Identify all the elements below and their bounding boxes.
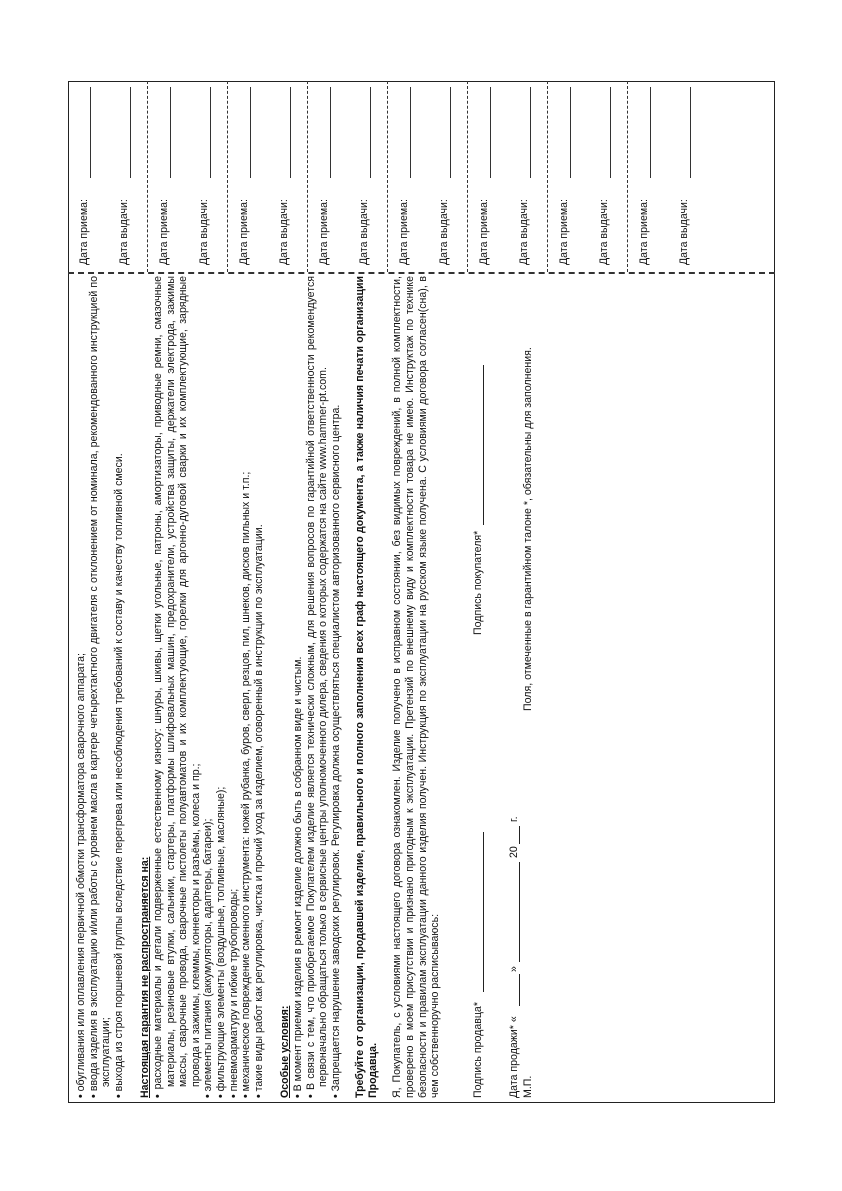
special-item: • Запрещается нарушение заводских регулировок. Регулировка должна осуществляться специалистом авторизованного сервисного центра.: [330, 276, 343, 1098]
sale-day-field[interactable]: [519, 974, 520, 1006]
seller-signature-line[interactable]: [483, 832, 484, 992]
buyer-agreement: Я, Покупатель, с условиями настоящего договора ознакомлен. Изделие получено в исправном состоянии, без видимых повреждений, в полной комплектности, проверено в моем присутствии и признано пригодным к эксплуатации. Претензий по внешнему виду и комплектности товара не имею. Инструктаж по технике безопасности и правилам эксплуатации данного изделия получен. Инструкция по эксплуатации на русском языке получена. С условиями договора согласен(сна), в чем собственноручно расписываюсь:: [391, 276, 442, 1098]
stamp-label: М.П.: [521, 1075, 534, 1098]
receive-date-label: Дата приема:: [638, 199, 650, 265]
sale-date-label: Дата продажи* «: [507, 1016, 520, 1098]
issue-date-field[interactable]: [130, 87, 131, 178]
exclusion-item: • пневмоарматуру и гибкие трубопроводы;: [228, 276, 241, 1098]
issue-date-label: Дата выдачи:: [358, 199, 370, 265]
issue-date-label: Дата выдачи:: [518, 199, 530, 265]
issue-date-label: Дата выдачи:: [438, 199, 450, 265]
issue-date-label: Дата выдачи:: [118, 199, 130, 265]
issue-date-field[interactable]: [530, 87, 531, 178]
required-fields-note: Поля, отмеченные в гарантийном талоне *, обязательны для заполнения.: [521, 347, 534, 711]
exclusion-item: • расходные материалы и детали подверженные естественному износу: шнуры, шкивы, щетки угольные, патроны, амортизаторы, приводные ремни, смазочные материалы, резиновые втулки, сальники, стартеры, платформы шлифовальных машин, предохранители, устройства защиты, держатели электрода, зажимы массы, сварочные провода, сварочные пистолеты полуавтоматов и их комплектующие, горелки для аргонно-дуговой сварки и их комплектующие, зарядные провода и зажимы, клеммы, коннекторы и разъёмы, колеса и пр.;: [152, 276, 202, 1098]
demand-note: Требуйте от организации, продавшей изделие, правильного и полного заполнения всех граф настоящего документа, а также наличия печати организации Продавца.: [354, 276, 379, 1098]
issue-date-label: Дата выдачи:: [198, 199, 210, 265]
exclusion-item: • элементы питания (аккумуляторы, адаптеры, батареи);: [202, 276, 215, 1098]
buyer-signature-line[interactable]: [483, 365, 484, 525]
warranty-terms: [75, 276, 770, 1098]
issue-date-field[interactable]: [610, 87, 611, 178]
receive-date-field[interactable]: [410, 87, 411, 178]
receive-date-field[interactable]: [650, 87, 651, 178]
service-section: [148, 81, 228, 272]
sale-month-field[interactable]: [519, 862, 520, 962]
buyer-signature-label: Подпись покупателя*: [471, 530, 484, 635]
seller-signature-label: Подпись продавца*: [471, 1002, 484, 1098]
sale-date-row: [508, 276, 522, 1098]
sale-year-suffix: г.: [507, 816, 520, 822]
exclusions-heading: Настоящая гарантия не распространяется на:: [139, 856, 152, 1098]
receive-date-label: Дата приема:: [238, 199, 250, 265]
service-section: [548, 81, 628, 272]
receive-date-label: Дата приема:: [158, 199, 170, 265]
issue-date-field[interactable]: [450, 87, 451, 178]
receive-date-label: Дата приема:: [78, 199, 90, 265]
intro-bullet: • обугливания или оплавления первичной обмотки трансформатора сварочного аппарата;: [75, 276, 88, 1098]
issue-date-field[interactable]: [290, 87, 291, 178]
receive-date-field[interactable]: [90, 87, 91, 178]
special-heading: Особые условия:: [279, 1005, 292, 1098]
service-section: [468, 81, 548, 272]
special-item: • В момент приемки изделия в ремонт изделие должно быть в собранном виде и чистым.: [292, 276, 305, 1098]
service-section: [308, 81, 388, 272]
service-section: [68, 81, 148, 272]
receive-date-label: Дата приема:: [398, 199, 410, 265]
receive-date-field[interactable]: [250, 87, 251, 178]
receive-date-field[interactable]: [170, 87, 171, 178]
stamp-row: [522, 276, 536, 1098]
exclusion-item: • механическое повреждение сменного инструмента: ножей рубанка, буров, сверл, резцов, пил, шнеков, дисков пильных и т.п.;: [240, 276, 253, 1098]
issue-date-label: Дата выдачи:: [678, 199, 690, 265]
exclusion-item: • фильтрующие элементы (воздушные, топливные, масляные);: [215, 276, 228, 1098]
issue-date-field[interactable]: [370, 87, 371, 178]
sale-year-prefix: 20: [507, 846, 520, 858]
special-item: • В связи с тем, что приобретаемое Покупателем изделие является технически сложным, для решения вопросов по гарантийной ответственности рекомендуется первоначально обращаться только в сервисные центры уполномоченного дилера, сведения о которых содержатся на сайте www.hammer-pt.com.: [305, 276, 330, 1098]
issue-date-label: Дата выдачи:: [278, 199, 290, 265]
issue-date-label: Дата выдачи:: [598, 199, 610, 265]
service-section: [388, 81, 468, 272]
signature-row: [472, 276, 486, 1098]
receive-date-label: Дата приема:: [318, 199, 330, 265]
receive-date-label: Дата приема:: [558, 199, 570, 265]
receive-date-label: Дата приема:: [478, 199, 490, 265]
receive-date-field[interactable]: [490, 87, 491, 178]
service-section: [228, 81, 308, 272]
sale-year-field[interactable]: [519, 826, 520, 844]
intro-bullet: • выхода из строя поршневой группы вследствие перегрева или несоблюдения требований к составу и качеству топливной смеси.: [113, 276, 126, 1098]
service-section: [628, 81, 708, 272]
receive-date-field[interactable]: [330, 87, 331, 178]
intro-bullet: • ввода изделия в эксплуатацию и/или работы с уровнем масла в картере четырехтактного двигателя с отклонением от номинала, рекомендованного инструкцией по эксплуатации;: [88, 276, 113, 1098]
receive-date-field[interactable]: [570, 87, 571, 178]
issue-date-field[interactable]: [210, 87, 211, 178]
sale-date-quote: »: [507, 966, 520, 972]
issue-date-field[interactable]: [690, 87, 691, 178]
service-log: [68, 81, 775, 274]
exclusion-item: • такие виды работ как регулировка, чистка и прочий уход за изделием, оговоренный в инструкции по эксплуатации.: [253, 276, 266, 1098]
